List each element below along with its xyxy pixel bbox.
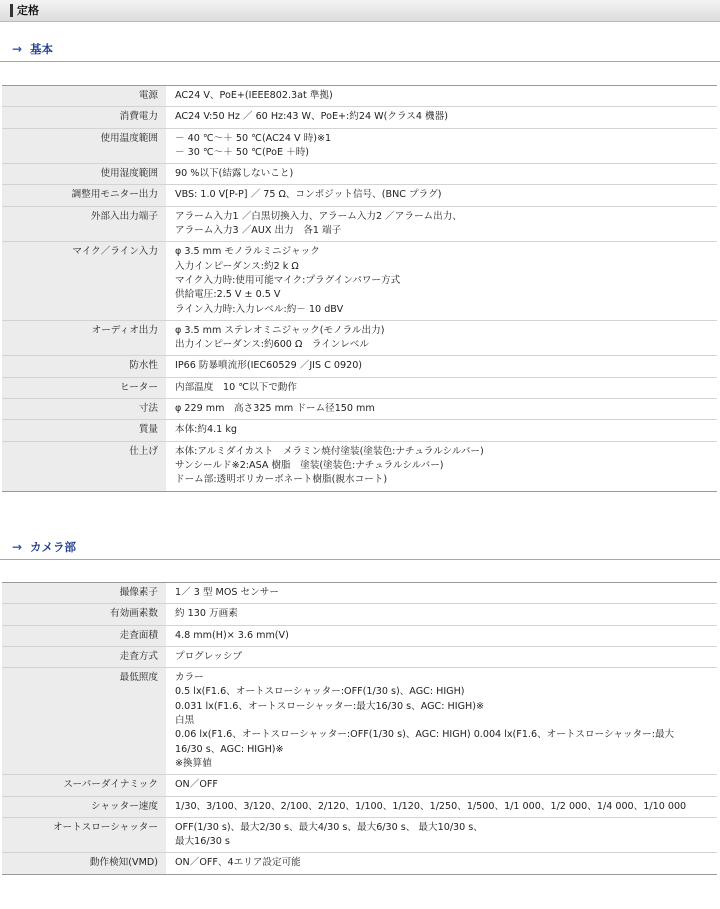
spec-row bbox=[2, 399, 717, 420]
spec-row bbox=[2, 796, 717, 817]
spec-row bbox=[2, 604, 717, 625]
spec-value bbox=[166, 185, 717, 206]
spec-row bbox=[2, 853, 717, 874]
spec-value bbox=[166, 441, 717, 491]
spec-row bbox=[2, 206, 717, 242]
spec-label: 仕上げ bbox=[2, 441, 166, 491]
section-title: 基本 bbox=[30, 42, 53, 56]
spec-value-line: ライン入力時:入力レベル:約－ 10 dBV bbox=[175, 303, 344, 315]
spec-value-line: アラーム入力1 ／白黒切換入力、アラーム入力2 ／アラーム出力、 bbox=[175, 210, 462, 222]
spec-label: 撮像素子 bbox=[2, 583, 166, 604]
spec-value-line: ON／OFF、4エリア設定可能 bbox=[175, 857, 301, 869]
spec-value-line: 入力インピーダンス:約2 k Ω bbox=[175, 260, 299, 272]
spec-value bbox=[166, 775, 717, 796]
spec-value-line: 最大16/30 s bbox=[175, 836, 230, 848]
spec-value-line: 約 130 万画素 bbox=[175, 608, 238, 620]
spec-value-line: AC24 V、PoE+(IEEE802.3at 準拠) bbox=[175, 90, 333, 101]
spec-value-line: φ 3.5 mm モノラルミニジャック bbox=[175, 246, 320, 258]
spec-value bbox=[166, 128, 717, 164]
spec-row bbox=[2, 356, 717, 377]
spec-row bbox=[2, 242, 717, 320]
spec-label: スーパーダイナミック bbox=[2, 775, 166, 796]
spec-label: 動作検知(VMD) bbox=[2, 853, 166, 874]
spec-value bbox=[166, 625, 717, 646]
spec-label: オートスローシャッター bbox=[2, 817, 166, 853]
spec-value-line: ドーム部:透明ポリカーボネート樹脂(親水コート) bbox=[175, 474, 388, 486]
spec-label: 使用温度範囲 bbox=[2, 128, 166, 164]
spec-label: 電源 bbox=[2, 86, 166, 107]
spec-value-line: 0.06 lx(F1.6、オートスローシャッター:OFF(1/30 s)、AGC: HIGH) 0.004 lx(F1.6、オートスローシャッター:最大 bbox=[175, 729, 675, 741]
spec-label: 外部入出力端子 bbox=[2, 206, 166, 242]
spec-value-line: カラー bbox=[175, 672, 204, 684]
arrow-right-icon: → bbox=[12, 42, 23, 56]
spec-value bbox=[166, 242, 717, 320]
spec-label: 質量 bbox=[2, 420, 166, 441]
section-header-camera bbox=[0, 536, 720, 560]
spec-value bbox=[166, 796, 717, 817]
spec-value-line: アラーム入力3 ／AUX 出力 各1 端子 bbox=[175, 225, 342, 237]
spec-value-line: IP66 防暴噴流形(IEC60529 ／JIS C 0920) bbox=[175, 360, 363, 372]
spec-value-line: 内部温度 10 ℃以下で動作 bbox=[175, 381, 297, 393]
spec-value-line: 本体:約4.1 kg bbox=[175, 424, 237, 436]
arrow-right-icon: → bbox=[12, 540, 23, 554]
spec-table-camera bbox=[2, 582, 717, 875]
spec-value-line: 1/30、3/100、3/120、2/100、2/120、1/100、1/120、1/250、1/500、1/1 000、1/2 000、1/4 000、1/10 000 bbox=[175, 800, 687, 812]
spec-value bbox=[166, 853, 717, 874]
spec-value-line: φ 3.5 mm ステレオミニジャック(モノラル出力) bbox=[175, 324, 385, 336]
spec-row bbox=[2, 377, 717, 398]
header-bar bbox=[0, 0, 720, 22]
spec-value-line: マイク入力時:使用可能マイク:プラグインパワー方式 bbox=[175, 274, 401, 286]
spec-value-line: 本体:アルミダイカスト メラミン焼付塗装(塗装色:ナチュラルシルバー) bbox=[175, 445, 484, 457]
spec-value-line: 1／ 3 型 MOS センサー bbox=[175, 587, 279, 598]
spec-label: シャッター速度 bbox=[2, 796, 166, 817]
spec-value bbox=[166, 668, 717, 775]
spec-row bbox=[2, 107, 717, 128]
spec-row bbox=[2, 668, 717, 775]
spec-value-line: AC24 V:50 Hz ／ 60 Hz:43 W、PoE+:約24 W(クラス4 機器) bbox=[175, 111, 448, 123]
spec-label: 走査面積 bbox=[2, 625, 166, 646]
spec-value-line: 16/30 s、AGC: HIGH)※ bbox=[175, 743, 284, 755]
spec-row bbox=[2, 420, 717, 441]
spec-label: 最低照度 bbox=[2, 668, 166, 775]
spec-value-line: プログレッシブ bbox=[175, 650, 243, 662]
spec-label: 寸法 bbox=[2, 399, 166, 420]
spec-value bbox=[166, 320, 717, 356]
spec-value bbox=[166, 399, 717, 420]
spec-value-line: 0.5 lx(F1.6、オートスローシャッター:OFF(1/30 s)、AGC: HIGH) bbox=[175, 686, 465, 698]
section-header-basic bbox=[0, 38, 720, 62]
spec-value bbox=[166, 604, 717, 625]
header-accent-bar bbox=[10, 4, 13, 17]
spec-value-line: ※換算値 bbox=[175, 757, 212, 769]
spec-label: 消費電力 bbox=[2, 107, 166, 128]
spec-row bbox=[2, 185, 717, 206]
spec-value bbox=[166, 817, 717, 853]
spec-row bbox=[2, 817, 717, 853]
spec-value bbox=[166, 107, 717, 128]
spec-label: マイク／ライン入力 bbox=[2, 242, 166, 320]
spec-value-line: ON／OFF bbox=[175, 779, 218, 791]
spec-value-line: 供給電圧:2.5 V ± 0.5 V bbox=[175, 289, 281, 301]
spec-value bbox=[166, 356, 717, 377]
spec-row bbox=[2, 128, 717, 164]
spec-value-line: VBS: 1.0 V[P-P] ／ 75 Ω、コンポジット信号、(BNC プラグ) bbox=[175, 189, 442, 201]
spec-value-line: 0.031 lx(F1.6、オートスローシャッター:最大16/30 s、AGC: HIGH)※ bbox=[175, 700, 485, 712]
spec-value-line: 90 %以下(結露しないこと) bbox=[175, 168, 294, 180]
spec-row bbox=[2, 583, 717, 604]
spec-value bbox=[166, 164, 717, 185]
spec-value-line: － 40 ℃～＋ 50 ℃(AC24 V 時)※1 bbox=[175, 132, 332, 144]
spec-row bbox=[2, 646, 717, 667]
spec-row bbox=[2, 441, 717, 491]
spec-label: オーディオ出力 bbox=[2, 320, 166, 356]
section-title: カメラ部 bbox=[30, 540, 76, 554]
spec-label: 使用湿度範囲 bbox=[2, 164, 166, 185]
spec-value bbox=[166, 646, 717, 667]
spec-value bbox=[166, 86, 717, 107]
spec-value-line: 白黒 bbox=[175, 715, 195, 727]
spec-row bbox=[2, 625, 717, 646]
spec-value bbox=[166, 206, 717, 242]
spec-value-line: OFF(1/30 s)、最大2/30 s、最大4/30 s、最大6/30 s、 最大10/30 s、 bbox=[175, 821, 483, 833]
spec-value-line: － 30 ℃～＋ 50 ℃(PoE ＋時) bbox=[175, 146, 310, 158]
spec-row bbox=[2, 320, 717, 356]
spec-label: 調整用モニター出力 bbox=[2, 185, 166, 206]
spec-value-line: 4.8 mm(H)× 3.6 mm(V) bbox=[175, 629, 289, 641]
spec-value-line: φ 229 mm 高さ325 mm ドーム径150 mm bbox=[175, 403, 375, 415]
page-title: 定格 bbox=[17, 4, 39, 17]
spec-value-line: 出力インピーダンス:約600 Ω ラインレベル bbox=[175, 339, 369, 351]
spec-row bbox=[2, 86, 717, 107]
spec-row bbox=[2, 164, 717, 185]
spec-value bbox=[166, 377, 717, 398]
spec-label: 防水性 bbox=[2, 356, 166, 377]
spec-label: 走査方式 bbox=[2, 646, 166, 667]
spec-label: ヒーター bbox=[2, 377, 166, 398]
spec-value bbox=[166, 583, 717, 604]
spec-row bbox=[2, 775, 717, 796]
spec-label: 有効画素数 bbox=[2, 604, 166, 625]
spec-table-basic bbox=[2, 85, 717, 492]
spec-value-line: サンシールド※2:ASA 樹脂 塗装(塗装色:ナチュラルシルバー) bbox=[175, 459, 444, 471]
spec-value bbox=[166, 420, 717, 441]
